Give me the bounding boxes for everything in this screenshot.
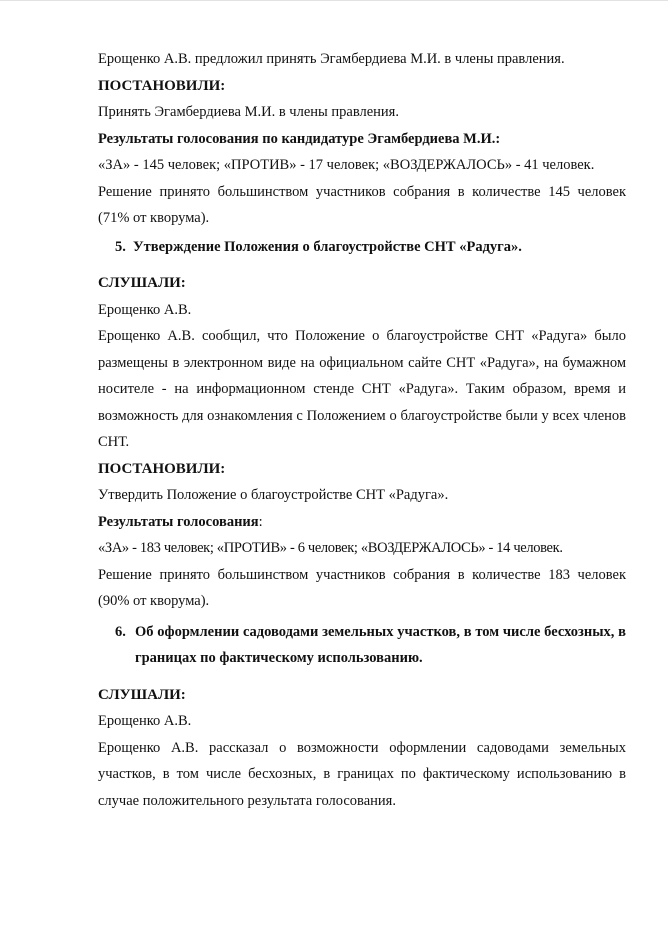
paragraph-proposal: Ерощенко А.В. предложил принять Эгамбердиева М.И. в члены правления. [98, 51, 565, 67]
speaker-name: Ерощенко А.В. [98, 713, 192, 729]
agenda-item-6 [98, 619, 626, 672]
voting-results-line: «ЗА» - 145 человек; «ПРОТИВ» - 17 человек; «ВОЗДЕРЖАЛОСЬ» - 41 человек. [98, 157, 595, 173]
heading-resolved: ПОСТАНОВИЛИ: [98, 77, 226, 94]
heading-heard: СЛУШАЛИ: [98, 275, 186, 291]
paragraph-resolution: Утвердить Положение о благоустройстве СНТ «Радуга». [98, 487, 449, 503]
voting-results-colon: : [258, 513, 263, 530]
voting-results-label: Результаты голосования [98, 513, 259, 530]
speaker-report: Ерощенко А.В. рассказал о возможности оформлении садоводами земельных участков, в том числе бесхозных, в границах по фактическому использованию в случае положительного результата голосования. [98, 739, 626, 809]
decision-paragraph: Решение принято большинством участников собрания в количестве 145 человек (71% от кворума). [98, 183, 626, 226]
voting-results-title [98, 509, 626, 536]
voting-results-title: Результаты голосования по кандидатуре Эгамбердиева М.И.: [98, 130, 501, 147]
decision-paragraph: Решение принято большинством участников собрания в количестве 183 человек (90% от кворума). [98, 566, 626, 609]
agenda-item-5 [98, 234, 626, 261]
paragraph-resolution: Принять Эгамбердиева М.И. в члены правления. [98, 104, 399, 120]
page-top-edge [0, 0, 668, 1]
speaker-name: Ерощенко А.В. [98, 301, 192, 318]
agenda-item-title: Об оформлении садоводами земельных участков, в том числе бесхозных, в границах по фактическому использованию. [135, 623, 626, 666]
heading-resolved: ПОСТАНОВИЛИ: [98, 460, 226, 477]
agenda-item-title: Утверждение Положения о благоустройстве СНТ «Радуга». [133, 238, 522, 255]
document-page [98, 46, 626, 814]
voting-results-line: «ЗА» - 183 человек; «ПРОТИВ» - 6 человек; «ВОЗДЕРЖАЛОСЬ» - 14 человек. [98, 540, 563, 556]
speaker-report: Ерощенко А.В. сообщил, что Положение о благоустройстве СНТ «Радуга» было размещены в электронном виде на официальном сайте СНТ «Радуга», на бумажном носителе - на информационном стенде СНТ «Радуга». Таким образом, время и возможность для ознакомления с Положением о благоустройстве были у всех членов СНТ. [98, 328, 626, 450]
agenda-item-number: 5. [115, 238, 126, 255]
heading-heard: СЛУШАЛИ: [98, 686, 186, 703]
agenda-item-number: 6. [115, 623, 126, 640]
